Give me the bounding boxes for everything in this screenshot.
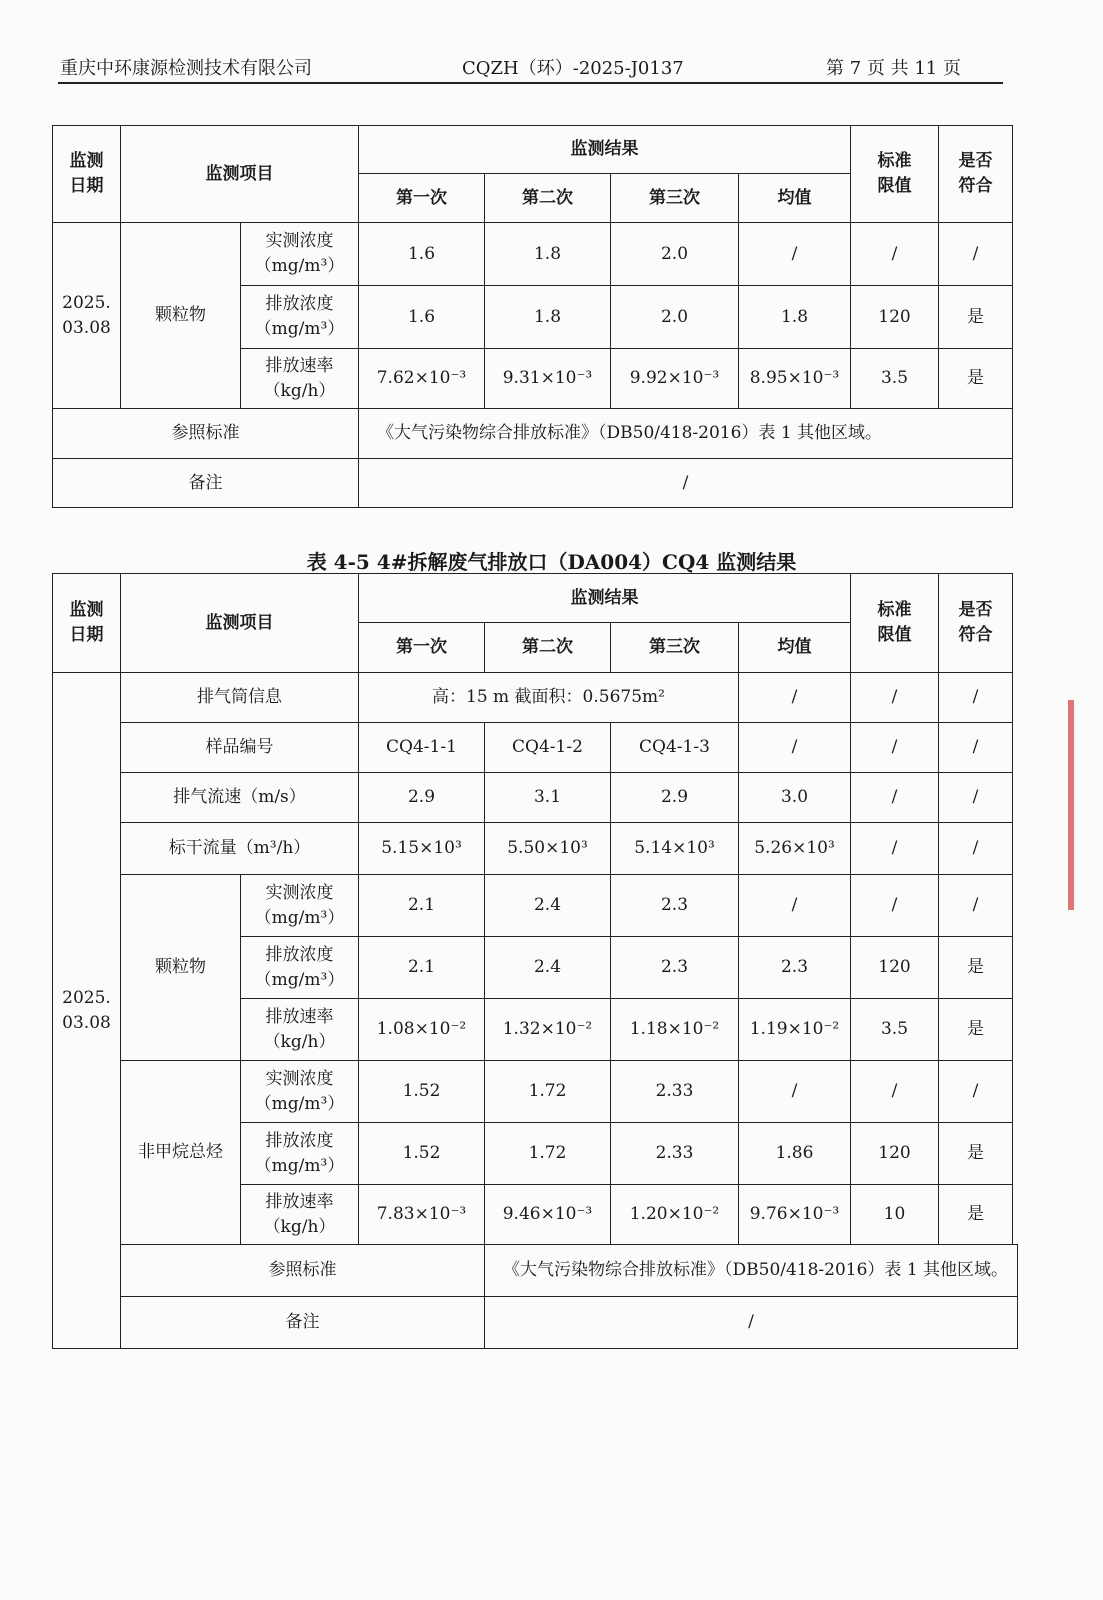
table-cell: / [851, 673, 939, 723]
header-cell: 标准 限值 [851, 574, 939, 673]
table-cell: / [851, 223, 939, 286]
table-cell: 9.46×10⁻³ [485, 1185, 611, 1245]
table-cell: 标干流量（m³/h） [121, 823, 359, 875]
table-cell: / [739, 223, 851, 286]
table-cell: 实测浓度 （mg/m³） [241, 1061, 359, 1123]
table-cell: / [739, 1061, 851, 1123]
table-cell: 是 [939, 999, 1013, 1061]
table-cell: 3.1 [485, 773, 611, 823]
table-cell: 3.5 [851, 999, 939, 1061]
table-cell: 1.6 [359, 286, 485, 349]
header-cell: 监测项目 [121, 126, 359, 223]
table-cell: 5.14×10³ [611, 823, 739, 875]
table-cell: 120 [851, 937, 939, 999]
table-cell: 实测浓度 （mg/m³） [241, 875, 359, 937]
table-row [53, 673, 1018, 723]
header-cell: 监测项目 [121, 574, 359, 673]
table-cell: 3.0 [739, 773, 851, 823]
table-cell: 2025. 03.08 [53, 673, 121, 1349]
table-cell: / [939, 223, 1013, 286]
header-cell: 监测结果 [359, 574, 851, 623]
table-row [53, 723, 1018, 773]
table-cell: 2.4 [485, 937, 611, 999]
table-row [53, 409, 1013, 459]
table-cell: 排放速率 （kg/h） [241, 999, 359, 1061]
header-cell: 是否 符合 [939, 574, 1013, 673]
table-cell: 备注 [53, 459, 359, 508]
table-cell: 1.8 [485, 286, 611, 349]
table-row [53, 1245, 1018, 1297]
table-cell: 1.20×10⁻² [611, 1185, 739, 1245]
table-cell: 1.08×10⁻² [359, 999, 485, 1061]
table-cell: 排气筒信息 [121, 673, 359, 723]
table-cell: 非甲烷总烃 [121, 1061, 241, 1245]
header-divider [58, 82, 1003, 84]
header-cell: 第二次 [485, 623, 611, 673]
table-cell: / [939, 1061, 1013, 1123]
header-cell: 均值 [739, 623, 851, 673]
table-cell: 参照标准 [53, 409, 359, 459]
table-cell: 2.1 [359, 937, 485, 999]
table-row [53, 875, 1018, 937]
seal-stamp-edge [1068, 700, 1103, 910]
table-cell: / [939, 823, 1013, 875]
table-cell: 1.72 [485, 1061, 611, 1123]
table-cell: 2.9 [359, 773, 485, 823]
table-cell: 1.72 [485, 1123, 611, 1185]
table-cell: / [359, 459, 1013, 508]
table-cell: 2.3 [611, 937, 739, 999]
table-cell: 排放速率 （kg/h） [241, 349, 359, 409]
table-cell: / [939, 673, 1013, 723]
table-cell: / [851, 1061, 939, 1123]
particulate-results-table [52, 125, 1013, 508]
company-name: 重庆中环康源检测技术有限公司 [60, 58, 312, 79]
table-cell: 颗粒物 [121, 223, 241, 409]
header-cell: 第三次 [611, 623, 739, 673]
header-cell: 第一次 [359, 623, 485, 673]
table-cell: / [739, 875, 851, 937]
table-row [53, 1297, 1018, 1349]
header-cell: 第一次 [359, 174, 485, 223]
table-cell: / [739, 723, 851, 773]
table-cell: 排放浓度 （mg/m³） [241, 286, 359, 349]
header-cell: 监测结果 [359, 126, 851, 174]
table-cell: 2.0 [611, 286, 739, 349]
table-row [53, 126, 1013, 174]
table-cell: 2.33 [611, 1061, 739, 1123]
table-cell: / [939, 773, 1013, 823]
table-cell: / [851, 773, 939, 823]
table-cell: 9.92×10⁻³ [611, 349, 739, 409]
table-row [53, 773, 1018, 823]
table-caption: 表 4-5 4#拆解废气排放口（DA004）CQ4 监测结果 [306, 550, 797, 574]
table-cell: 排放浓度 （mg/m³） [241, 937, 359, 999]
table-cell: 是 [939, 1185, 1013, 1245]
table-cell: 9.31×10⁻³ [485, 349, 611, 409]
table-cell: / [939, 875, 1013, 937]
table-cell: 2.33 [611, 1123, 739, 1185]
table-cell: 10 [851, 1185, 939, 1245]
table-cell: CQ4-1-2 [485, 723, 611, 773]
table-cell: / [939, 723, 1013, 773]
table-cell: 2.4 [485, 875, 611, 937]
table-cell: 5.50×10³ [485, 823, 611, 875]
header-cell: 是否 符合 [939, 126, 1013, 223]
table-cell: CQ4-1-1 [359, 723, 485, 773]
table-cell: 9.76×10⁻³ [739, 1185, 851, 1245]
table-cell: 5.26×10³ [739, 823, 851, 875]
table-cell: 7.62×10⁻³ [359, 349, 485, 409]
header-cell: 均值 [739, 174, 851, 223]
table-row [53, 1061, 1018, 1123]
table-cell: 实测浓度 （mg/m³） [241, 223, 359, 286]
table-cell: 1.6 [359, 223, 485, 286]
table-cell: 2.3 [739, 937, 851, 999]
table-cell: 3.5 [851, 349, 939, 409]
table-cell: 2025. 03.08 [53, 223, 121, 409]
table-cell: 是 [939, 286, 1013, 349]
table-row [53, 823, 1018, 875]
header-cell: 第二次 [485, 174, 611, 223]
table-cell: 是 [939, 349, 1013, 409]
table-cell: 是 [939, 1123, 1013, 1185]
cq4-results-table [52, 573, 1018, 1349]
table-cell: 1.18×10⁻² [611, 999, 739, 1061]
table-cell: 7.83×10⁻³ [359, 1185, 485, 1245]
table-cell: 排气流速（m/s） [121, 773, 359, 823]
table-cell: 2.3 [611, 875, 739, 937]
table-cell: 备注 [121, 1297, 485, 1349]
table-cell: 1.52 [359, 1123, 485, 1185]
header-cell: 监测 日期 [53, 574, 121, 673]
table-cell: / [739, 673, 851, 723]
header-cell: 标准 限值 [851, 126, 939, 223]
table-cell: 《大气污染物综合排放标准》（DB50/418-2016）表 1 其他区域。 [359, 409, 1013, 459]
table-cell: 120 [851, 1123, 939, 1185]
table-cell: 1.8 [739, 286, 851, 349]
table-cell: 2.1 [359, 875, 485, 937]
table-cell: / [851, 875, 939, 937]
table-cell: 1.8 [485, 223, 611, 286]
table-cell: 是 [939, 937, 1013, 999]
table-row [53, 459, 1013, 508]
table-cell: 1.52 [359, 1061, 485, 1123]
table-cell: CQ4-1-3 [611, 723, 739, 773]
table-row [53, 223, 1013, 286]
page-number: 第 7 页 共 11 页 [826, 58, 961, 79]
table-cell: / [851, 823, 939, 875]
header-cell: 第三次 [611, 174, 739, 223]
table-cell: 5.15×10³ [359, 823, 485, 875]
table-cell: 2.9 [611, 773, 739, 823]
table-cell: 2.0 [611, 223, 739, 286]
table-cell: 颗粒物 [121, 875, 241, 1061]
table-cell: 高：15 m 截面积：0.5675m² [359, 673, 739, 723]
table-cell: 参照标准 [121, 1245, 485, 1297]
table-cell: 1.19×10⁻² [739, 999, 851, 1061]
table-cell: 《大气污染物综合排放标准》（DB50/418-2016）表 1 其他区域。 [485, 1245, 1018, 1297]
table-cell: 样品编号 [121, 723, 359, 773]
table-cell: / [485, 1297, 1018, 1349]
table-cell: 排放浓度 （mg/m³） [241, 1123, 359, 1185]
report-number: CQZH（环）-2025-J0137 [462, 58, 684, 79]
table-cell: / [851, 723, 939, 773]
table-cell: 排放速率 （kg/h） [241, 1185, 359, 1245]
header-cell: 监测 日期 [53, 126, 121, 223]
table-cell: 8.95×10⁻³ [739, 349, 851, 409]
table-cell: 1.32×10⁻² [485, 999, 611, 1061]
table-row [53, 574, 1018, 623]
table-cell: 1.86 [739, 1123, 851, 1185]
table-cell: 120 [851, 286, 939, 349]
